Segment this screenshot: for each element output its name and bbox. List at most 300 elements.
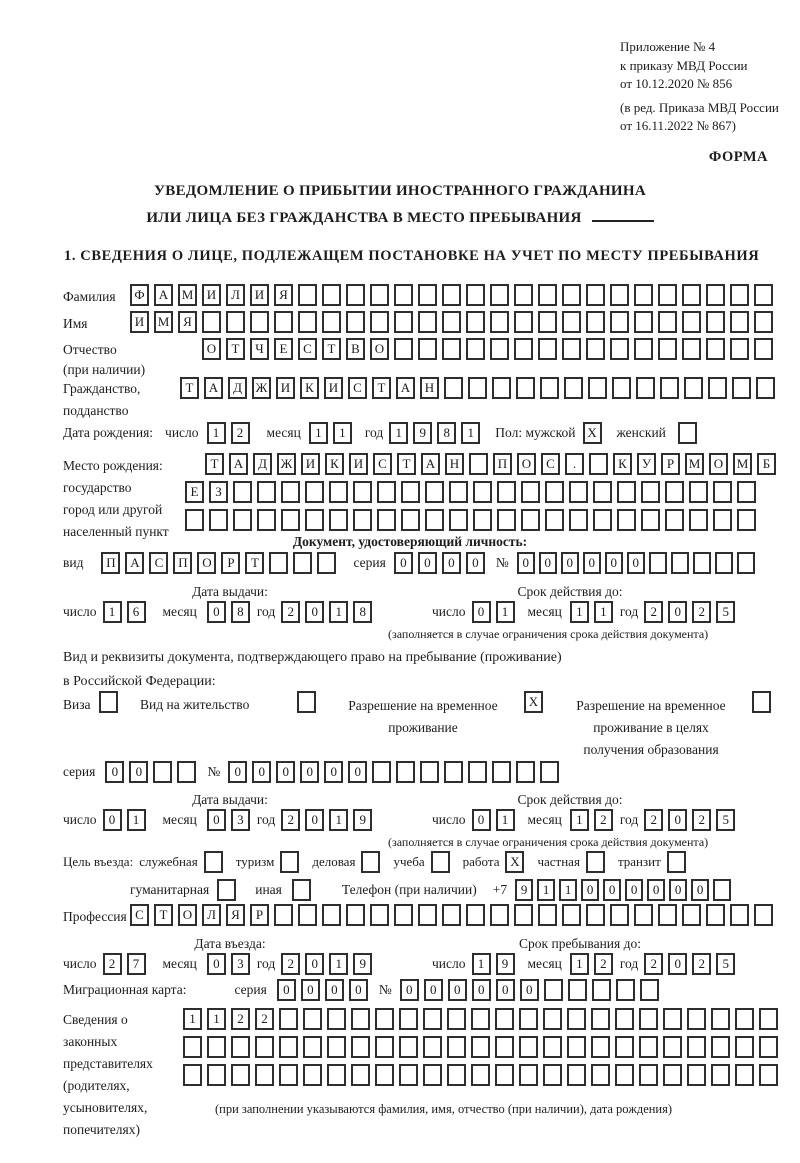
rep-cell[interactable] <box>591 1036 610 1058</box>
birth-place-cell[interactable] <box>713 481 732 503</box>
citizenship-cell[interactable] <box>588 377 607 399</box>
profession-cell[interactable]: Я <box>226 904 245 926</box>
patronymic-cell[interactable] <box>538 338 557 360</box>
profession-cell[interactable] <box>682 904 701 926</box>
res-issue-day-cell[interactable]: 1 <box>127 809 146 831</box>
rep-cell[interactable] <box>447 1008 466 1030</box>
doc-number-cell[interactable] <box>715 552 733 574</box>
citizenship-cell[interactable]: А <box>204 377 223 399</box>
surname-cell[interactable]: А <box>154 284 173 306</box>
rep-cell[interactable] <box>663 1064 682 1086</box>
citizenship-cell[interactable] <box>564 377 583 399</box>
checkbox-female[interactable] <box>678 422 697 444</box>
rep-cell[interactable] <box>471 1008 490 1030</box>
patronymic-cell[interactable]: С <box>298 338 317 360</box>
rep-cell[interactable] <box>423 1036 442 1058</box>
birth-place-cell[interactable] <box>593 481 612 503</box>
surname-cell[interactable] <box>322 284 341 306</box>
res-number-cell[interactable] <box>516 761 535 783</box>
name-cell[interactable] <box>394 311 413 333</box>
res-valid-month-cell[interactable]: 1 <box>570 809 589 831</box>
name-cell[interactable] <box>202 311 221 333</box>
rep-cell[interactable] <box>495 1008 514 1030</box>
birth-place-cell[interactable] <box>209 509 228 531</box>
name-cell[interactable] <box>514 311 533 333</box>
citizenship-cell[interactable] <box>516 377 535 399</box>
res-number-cell[interactable] <box>444 761 463 783</box>
doc-valid-year-cell[interactable]: 2 <box>644 601 663 623</box>
surname-cell[interactable]: Ф <box>130 284 149 306</box>
res-issue-year-cell[interactable]: 9 <box>353 809 372 831</box>
rep-cell[interactable] <box>255 1036 274 1058</box>
checkbox-business[interactable] <box>204 851 223 873</box>
rep-cell[interactable] <box>519 1064 538 1086</box>
doc-valid-month-cell[interactable]: 1 <box>594 601 613 623</box>
citizenship-cell[interactable] <box>612 377 631 399</box>
rep-cell[interactable] <box>495 1036 514 1058</box>
patronymic-cell[interactable]: Т <box>322 338 341 360</box>
birth-place-cell[interactable] <box>641 481 660 503</box>
rep-cell[interactable] <box>447 1064 466 1086</box>
rep-cell[interactable] <box>711 1036 730 1058</box>
res-issue-year-cell[interactable]: 1 <box>329 809 348 831</box>
rep-cell[interactable]: 2 <box>255 1008 274 1030</box>
name-cell[interactable] <box>754 311 773 333</box>
surname-cell[interactable]: И <box>250 284 269 306</box>
rep-cell[interactable] <box>375 1008 394 1030</box>
citizenship-cell[interactable] <box>660 377 679 399</box>
patronymic-cell[interactable] <box>466 338 485 360</box>
doc-type-cell[interactable]: О <box>197 552 216 574</box>
doc-valid-year-cell[interactable]: 5 <box>716 601 735 623</box>
profession-cell[interactable]: Л <box>202 904 221 926</box>
profession-cell[interactable] <box>274 904 293 926</box>
name-cell[interactable] <box>322 311 341 333</box>
rep-cell[interactable] <box>255 1064 274 1086</box>
patronymic-cell[interactable] <box>586 338 605 360</box>
doc-valid-year-cell[interactable]: 0 <box>668 601 687 623</box>
profession-cell[interactable] <box>562 904 581 926</box>
doc-number-cell[interactable]: 0 <box>605 552 623 574</box>
res-issue-year-cell[interactable]: 0 <box>305 809 324 831</box>
doc-number-cell[interactable]: 0 <box>539 552 557 574</box>
rep-cell[interactable] <box>327 1008 346 1030</box>
birth-place-cell[interactable] <box>497 481 516 503</box>
birth-place-cell[interactable] <box>521 509 540 531</box>
citizenship-cell[interactable] <box>468 377 487 399</box>
checkbox-commercial[interactable] <box>361 851 380 873</box>
doc-number-cell[interactable] <box>737 552 755 574</box>
surname-cell[interactable] <box>754 284 773 306</box>
birth-place-cell[interactable] <box>257 481 276 503</box>
stay-year-cell[interactable]: 0 <box>668 953 687 975</box>
surname-cell[interactable] <box>298 284 317 306</box>
name-cell[interactable] <box>370 311 389 333</box>
rep-cell[interactable] <box>279 1036 298 1058</box>
surname-cell[interactable] <box>442 284 461 306</box>
patronymic-cell[interactable] <box>442 338 461 360</box>
mig-series-cell[interactable]: 0 <box>301 979 320 1001</box>
res-number-cell[interactable] <box>540 761 559 783</box>
profession-cell[interactable] <box>322 904 341 926</box>
res-number-cell[interactable]: 0 <box>252 761 271 783</box>
name-cell[interactable] <box>634 311 653 333</box>
birth-place-cell[interactable] <box>689 509 708 531</box>
mig-number-cell[interactable] <box>616 979 635 1001</box>
entry-year-cell[interactable]: 1 <box>329 953 348 975</box>
patronymic-cell[interactable] <box>610 338 629 360</box>
rep-cell[interactable] <box>327 1036 346 1058</box>
birth-place-cell[interactable]: Б <box>757 453 776 475</box>
rep-cell[interactable] <box>519 1036 538 1058</box>
birth-place-cell[interactable] <box>545 509 564 531</box>
res-number-cell[interactable] <box>492 761 511 783</box>
birth-place-cell[interactable] <box>233 509 252 531</box>
birth-place-cell[interactable]: М <box>685 453 704 475</box>
res-series-cell[interactable] <box>177 761 196 783</box>
rep-cell[interactable] <box>639 1036 658 1058</box>
birth-place-cell[interactable] <box>617 509 636 531</box>
rep-cell[interactable]: 2 <box>231 1008 250 1030</box>
birth-place-cell[interactable] <box>521 481 540 503</box>
birth-place-cell[interactable]: А <box>229 453 248 475</box>
rep-cell[interactable] <box>567 1036 586 1058</box>
rep-cell[interactable] <box>735 1008 754 1030</box>
doc-type-cell[interactable]: Т <box>245 552 264 574</box>
res-valid-year-cell[interactable]: 5 <box>716 809 735 831</box>
doc-type-cell[interactable] <box>317 552 336 574</box>
doc-number-cell[interactable]: 0 <box>583 552 601 574</box>
surname-cell[interactable]: М <box>178 284 197 306</box>
res-number-cell[interactable]: 0 <box>228 761 247 783</box>
rep-cell[interactable] <box>639 1008 658 1030</box>
birth-place-cell[interactable] <box>353 481 372 503</box>
patronymic-cell[interactable] <box>394 338 413 360</box>
rep-cell[interactable] <box>303 1064 322 1086</box>
name-cell[interactable] <box>538 311 557 333</box>
citizenship-cell[interactable] <box>708 377 727 399</box>
profession-cell[interactable] <box>610 904 629 926</box>
mig-number-cell[interactable] <box>544 979 563 1001</box>
rep-cell[interactable] <box>279 1008 298 1030</box>
mig-number-cell[interactable]: 0 <box>472 979 491 1001</box>
stay-year-cell[interactable]: 5 <box>716 953 735 975</box>
profession-cell[interactable] <box>490 904 509 926</box>
citizenship-cell[interactable] <box>444 377 463 399</box>
stay-day-cell[interactable]: 1 <box>472 953 491 975</box>
mig-series-cell[interactable]: 0 <box>277 979 296 1001</box>
birth-month-cell[interactable]: 1 <box>333 422 352 444</box>
birth-place-cell[interactable] <box>281 481 300 503</box>
birth-place-cell[interactable] <box>473 481 492 503</box>
birth-place-cell[interactable]: П <box>493 453 512 475</box>
mig-number-cell[interactable]: 0 <box>448 979 467 1001</box>
citizenship-cell[interactable]: К <box>300 377 319 399</box>
citizenship-cell[interactable] <box>540 377 559 399</box>
birth-month-cell[interactable]: 1 <box>309 422 328 444</box>
doc-issue-month-cell[interactable]: 8 <box>231 601 250 623</box>
checkbox-edu-permit[interactable] <box>752 691 771 713</box>
profession-cell[interactable] <box>634 904 653 926</box>
birth-place-cell[interactable] <box>281 509 300 531</box>
name-cell[interactable]: Я <box>178 311 197 333</box>
birth-place-cell[interactable] <box>545 481 564 503</box>
rep-cell[interactable] <box>399 1064 418 1086</box>
citizenship-cell[interactable] <box>492 377 511 399</box>
name-cell[interactable]: И <box>130 311 149 333</box>
rep-cell[interactable] <box>279 1064 298 1086</box>
birth-place-cell[interactable] <box>425 481 444 503</box>
birth-place-cell[interactable] <box>641 509 660 531</box>
doc-series-cell[interactable]: 0 <box>442 552 461 574</box>
surname-cell[interactable] <box>466 284 485 306</box>
mig-number-cell[interactable] <box>640 979 659 1001</box>
rep-cell[interactable] <box>543 1008 562 1030</box>
res-issue-day-cell[interactable]: 0 <box>103 809 122 831</box>
checkbox-temp-permit[interactable]: X <box>524 691 543 713</box>
birth-place-cell[interactable]: У <box>637 453 656 475</box>
checkbox-work[interactable]: X <box>505 851 524 873</box>
res-valid-day-cell[interactable]: 0 <box>472 809 491 831</box>
doc-type-cell[interactable]: Р <box>221 552 240 574</box>
phone-cell[interactable]: 9 <box>515 879 533 901</box>
surname-cell[interactable] <box>730 284 749 306</box>
doc-issue-year-cell[interactable]: 8 <box>353 601 372 623</box>
birth-place-cell[interactable]: Т <box>205 453 224 475</box>
birth-place-cell[interactable] <box>305 481 324 503</box>
rep-cell[interactable] <box>663 1036 682 1058</box>
citizenship-cell[interactable] <box>684 377 703 399</box>
mig-number-cell[interactable]: 0 <box>496 979 515 1001</box>
name-cell[interactable] <box>418 311 437 333</box>
res-number-cell[interactable]: 0 <box>324 761 343 783</box>
patronymic-cell[interactable]: О <box>370 338 389 360</box>
rep-cell[interactable]: 1 <box>183 1008 202 1030</box>
phone-cell[interactable]: 1 <box>537 879 555 901</box>
rep-cell[interactable] <box>591 1008 610 1030</box>
name-cell[interactable] <box>658 311 677 333</box>
patronymic-cell[interactable] <box>562 338 581 360</box>
doc-type-cell[interactable]: А <box>125 552 144 574</box>
surname-cell[interactable] <box>394 284 413 306</box>
name-cell[interactable] <box>250 311 269 333</box>
birth-place-cell[interactable]: Т <box>397 453 416 475</box>
rep-cell[interactable] <box>423 1008 442 1030</box>
checkbox-private[interactable] <box>586 851 605 873</box>
phone-cell[interactable]: 1 <box>559 879 577 901</box>
birth-place-cell[interactable] <box>473 509 492 531</box>
rep-cell[interactable] <box>735 1064 754 1086</box>
profession-cell[interactable]: С <box>130 904 149 926</box>
res-issue-month-cell[interactable]: 3 <box>231 809 250 831</box>
surname-cell[interactable] <box>706 284 725 306</box>
surname-cell[interactable] <box>658 284 677 306</box>
citizenship-cell[interactable]: Т <box>372 377 391 399</box>
name-cell[interactable] <box>226 311 245 333</box>
birth-place-cell[interactable] <box>449 481 468 503</box>
rep-cell[interactable] <box>711 1008 730 1030</box>
birth-place-cell[interactable] <box>329 509 348 531</box>
rep-cell[interactable] <box>471 1036 490 1058</box>
phone-cell[interactable]: 0 <box>581 879 599 901</box>
birth-year-cell[interactable]: 8 <box>437 422 456 444</box>
entry-day-cell[interactable]: 2 <box>103 953 122 975</box>
rep-cell[interactable] <box>495 1064 514 1086</box>
res-number-cell[interactable]: 0 <box>276 761 295 783</box>
profession-cell[interactable] <box>370 904 389 926</box>
birth-place-cell[interactable] <box>449 509 468 531</box>
mig-number-cell[interactable] <box>592 979 611 1001</box>
birth-place-cell[interactable] <box>425 509 444 531</box>
doc-type-cell[interactable]: С <box>149 552 168 574</box>
surname-cell[interactable] <box>586 284 605 306</box>
checkbox-transit[interactable] <box>667 851 686 873</box>
rep-cell[interactable] <box>351 1008 370 1030</box>
stay-year-cell[interactable]: 2 <box>692 953 711 975</box>
birth-place-cell[interactable] <box>401 481 420 503</box>
birth-place-cell[interactable]: И <box>301 453 320 475</box>
citizenship-cell[interactable] <box>732 377 751 399</box>
res-issue-year-cell[interactable]: 2 <box>281 809 300 831</box>
checkbox-tourism[interactable] <box>280 851 299 873</box>
profession-cell[interactable] <box>754 904 773 926</box>
birth-place-cell[interactable] <box>185 509 204 531</box>
res-valid-year-cell[interactable]: 2 <box>692 809 711 831</box>
rep-cell[interactable] <box>471 1064 490 1086</box>
rep-cell[interactable] <box>735 1036 754 1058</box>
patronymic-cell[interactable] <box>658 338 677 360</box>
phone-cell[interactable]: 0 <box>603 879 621 901</box>
rep-cell[interactable] <box>303 1008 322 1030</box>
surname-cell[interactable]: Я <box>274 284 293 306</box>
profession-cell[interactable]: Т <box>154 904 173 926</box>
patronymic-cell[interactable] <box>418 338 437 360</box>
doc-series-cell[interactable]: 0 <box>418 552 437 574</box>
citizenship-cell[interactable]: Н <box>420 377 439 399</box>
birth-year-cell[interactable]: 1 <box>389 422 408 444</box>
birth-place-cell[interactable] <box>569 481 588 503</box>
stay-day-cell[interactable]: 9 <box>496 953 515 975</box>
surname-cell[interactable]: И <box>202 284 221 306</box>
phone-cell[interactable]: 0 <box>691 879 709 901</box>
rep-cell[interactable] <box>231 1064 250 1086</box>
surname-cell[interactable] <box>514 284 533 306</box>
profession-cell[interactable] <box>706 904 725 926</box>
res-series-cell[interactable]: 0 <box>129 761 148 783</box>
birth-place-cell[interactable] <box>305 509 324 531</box>
checkbox-residence-permit[interactable] <box>297 691 316 713</box>
patronymic-cell[interactable] <box>682 338 701 360</box>
surname-cell[interactable] <box>490 284 509 306</box>
patronymic-cell[interactable] <box>514 338 533 360</box>
rep-cell[interactable] <box>759 1036 778 1058</box>
doc-number-cell[interactable] <box>693 552 711 574</box>
stay-month-cell[interactable]: 2 <box>594 953 613 975</box>
profession-cell[interactable] <box>442 904 461 926</box>
rep-cell[interactable] <box>639 1064 658 1086</box>
name-cell[interactable] <box>706 311 725 333</box>
birth-place-cell[interactable] <box>737 481 756 503</box>
rep-cell[interactable] <box>399 1008 418 1030</box>
birth-place-cell[interactable]: К <box>325 453 344 475</box>
mig-number-cell[interactable]: 0 <box>424 979 443 1001</box>
citizenship-cell[interactable]: Т <box>180 377 199 399</box>
name-cell[interactable] <box>562 311 581 333</box>
res-issue-month-cell[interactable]: 0 <box>207 809 226 831</box>
rep-cell[interactable] <box>183 1064 202 1086</box>
entry-year-cell[interactable]: 0 <box>305 953 324 975</box>
birth-place-cell[interactable]: М <box>733 453 752 475</box>
doc-issue-day-cell[interactable]: 1 <box>103 601 122 623</box>
mig-series-cell[interactable]: 0 <box>325 979 344 1001</box>
birth-place-cell[interactable]: Р <box>661 453 680 475</box>
rep-cell[interactable] <box>615 1008 634 1030</box>
citizenship-cell[interactable]: Д <box>228 377 247 399</box>
rep-cell[interactable] <box>183 1036 202 1058</box>
profession-cell[interactable] <box>298 904 317 926</box>
name-cell[interactable] <box>610 311 629 333</box>
birth-place-cell[interactable]: О <box>709 453 728 475</box>
citizenship-cell[interactable]: И <box>276 377 295 399</box>
birth-place-cell[interactable] <box>377 481 396 503</box>
patronymic-cell[interactable] <box>634 338 653 360</box>
doc-series-cell[interactable]: 0 <box>394 552 413 574</box>
name-cell[interactable] <box>490 311 509 333</box>
patronymic-cell[interactable] <box>706 338 725 360</box>
res-series-cell[interactable] <box>153 761 172 783</box>
rep-cell[interactable]: 1 <box>207 1008 226 1030</box>
birth-place-cell[interactable]: Д <box>253 453 272 475</box>
doc-valid-year-cell[interactable]: 2 <box>692 601 711 623</box>
profession-cell[interactable] <box>394 904 413 926</box>
birth-place-cell[interactable] <box>233 481 252 503</box>
doc-number-cell[interactable] <box>671 552 689 574</box>
birth-place-cell[interactable] <box>589 453 608 475</box>
surname-cell[interactable]: Л <box>226 284 245 306</box>
doc-number-cell[interactable]: 0 <box>627 552 645 574</box>
profession-cell[interactable]: О <box>178 904 197 926</box>
rep-cell[interactable] <box>207 1064 226 1086</box>
rep-cell[interactable] <box>543 1064 562 1086</box>
surname-cell[interactable] <box>538 284 557 306</box>
res-valid-year-cell[interactable]: 0 <box>668 809 687 831</box>
name-cell[interactable] <box>586 311 605 333</box>
rep-cell[interactable] <box>663 1008 682 1030</box>
birth-day-cell[interactable]: 1 <box>207 422 226 444</box>
citizenship-cell[interactable] <box>756 377 775 399</box>
rep-cell[interactable] <box>687 1008 706 1030</box>
surname-cell[interactable] <box>346 284 365 306</box>
birth-place-cell[interactable]: С <box>373 453 392 475</box>
doc-number-cell[interactable] <box>649 552 667 574</box>
res-number-cell[interactable]: 0 <box>300 761 319 783</box>
birth-place-cell[interactable] <box>401 509 420 531</box>
doc-issue-month-cell[interactable]: 0 <box>207 601 226 623</box>
patronymic-cell[interactable]: Т <box>226 338 245 360</box>
citizenship-cell[interactable]: С <box>348 377 367 399</box>
surname-cell[interactable] <box>682 284 701 306</box>
profession-cell[interactable] <box>514 904 533 926</box>
phone-cell[interactable] <box>713 879 731 901</box>
mig-number-cell[interactable]: 0 <box>520 979 539 1001</box>
birth-place-cell[interactable] <box>665 509 684 531</box>
rep-cell[interactable] <box>687 1064 706 1086</box>
doc-type-cell[interactable] <box>269 552 288 574</box>
doc-issue-year-cell[interactable]: 1 <box>329 601 348 623</box>
rep-cell[interactable] <box>375 1064 394 1086</box>
doc-type-cell[interactable]: П <box>173 552 192 574</box>
rep-cell[interactable] <box>231 1036 250 1058</box>
